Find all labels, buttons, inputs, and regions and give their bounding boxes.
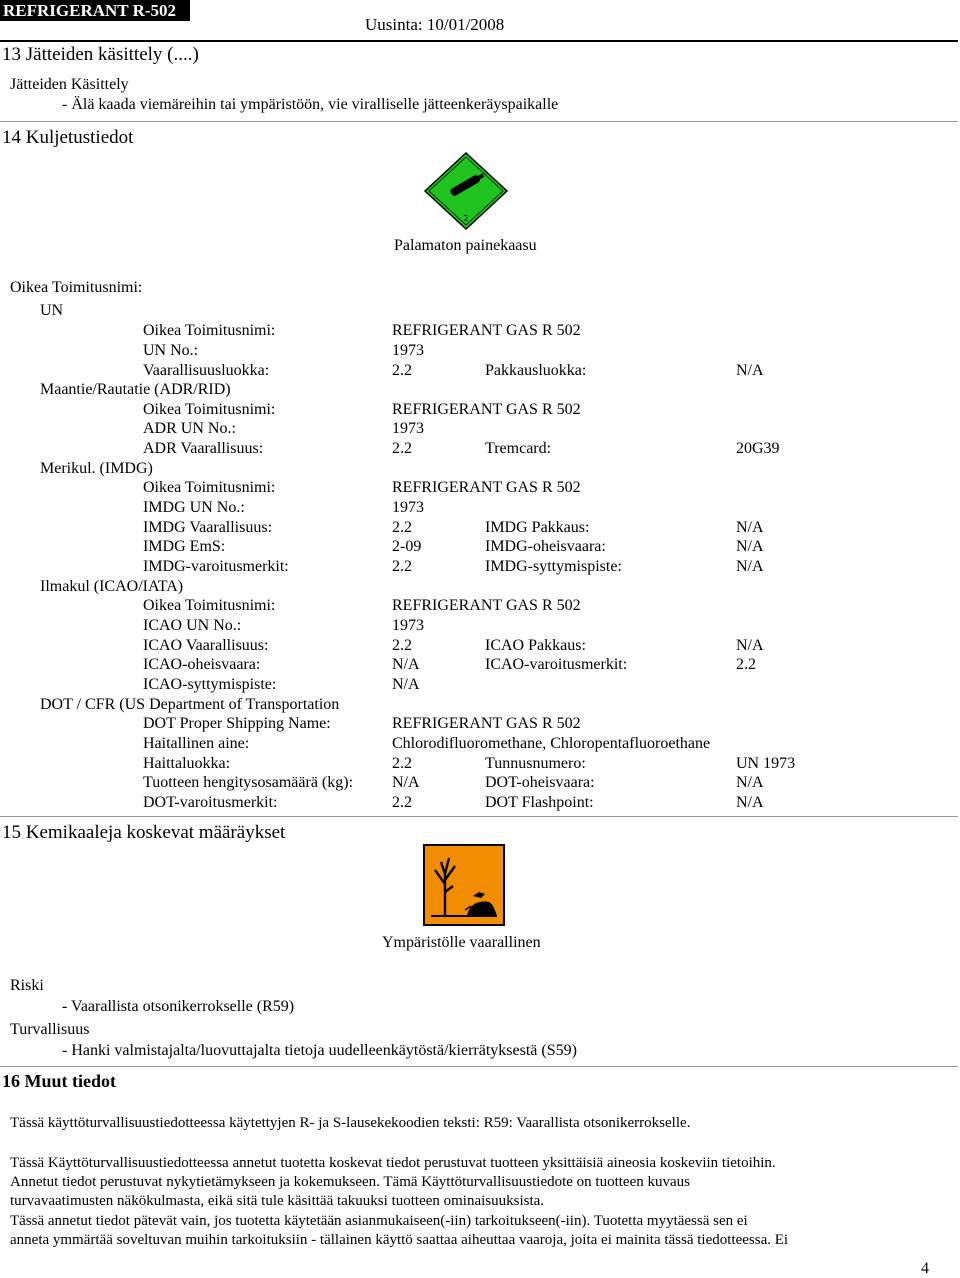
transport-icao-row-1-col-1: 1973 [392, 617, 424, 634]
transport-imdg-row-1-col-0: IMDG UN No.: [143, 499, 245, 516]
section-15-title: 15 Kemikaaleja koskevat määräykset [2, 822, 286, 843]
transport-adr-row-0-col-0: Oikea Toimitusnimi: [143, 401, 276, 418]
transport-imdg-row-1-col-1: 1973 [392, 499, 424, 516]
transport-imdg-row-0-col-0: Oikea Toimitusnimi: [143, 479, 276, 496]
section-divider [0, 816, 958, 817]
transport-un-row-2-col-3: N/A [736, 362, 764, 379]
transport-imdg-row-2-col-1: 2.2 [392, 519, 412, 536]
transport-dot-row-3-col-3: N/A [736, 774, 764, 791]
transport-imdg-row-3-col-3: N/A [736, 538, 764, 555]
section-13-item: - Älä kaada viemäreihin tai ympäristöön, vie viralliselle jätteenkeräyspaikalle [62, 96, 559, 113]
transport-dot-row-3-col-2: DOT-oheisvaara: [485, 774, 595, 791]
risk-label: Riski [10, 977, 44, 994]
transport-imdg-row-4-col-0: IMDG-varoitusmerkit: [143, 558, 289, 575]
transport-dot-row-0-col-1: REFRIGERANT GAS R 502 [392, 715, 581, 732]
transport-dot-row-2-col-3: UN 1973 [736, 755, 796, 772]
gas-pictogram-caption: Palamaton painekaasu [394, 237, 537, 254]
section-divider [0, 121, 958, 122]
transport-dot-row-4-col-2: DOT Flashpoint: [485, 794, 594, 811]
transport-icao-row-3-col-1: N/A [392, 656, 420, 673]
transport-dot-row-1-col-1: Chlorodifluoromethane, Chloropentafluoroethane [392, 735, 711, 752]
section-16-r-s-text: Tässä käyttöturvallisuustiedotteessa käytettyjen R- ja S-lausekekoodien teksti: R59: Vaarallista otsonikerrokselle. [10, 1115, 691, 1131]
transport-un-row-1-col-0: UN No.: [143, 342, 199, 359]
product-title: REFRIGERANT R-502 [3, 1, 177, 20]
transport-imdg-row-3-col-2: IMDG-oheisvaara: [485, 538, 606, 555]
transport-imdg-row-4-col-1: 2.2 [392, 558, 412, 575]
transport-un-row-2-col-1: 2.2 [392, 362, 412, 379]
environment-pictogram-caption: Ympäristölle vaarallinen [382, 934, 541, 951]
transport-adr-row-2-col-1: 2.2 [392, 440, 412, 457]
transport-icao-row-4-col-0: ICAO-syttymispiste: [143, 676, 277, 693]
transport-mode-heading-adr: Maantie/Rautatie (ADR/RID) [40, 381, 231, 398]
transport-imdg-row-2-col-2: IMDG Pakkaus: [485, 519, 590, 536]
svg-text:2: 2 [463, 214, 469, 223]
transport-icao-row-0-col-0: Oikea Toimitusnimi: [143, 597, 276, 614]
transport-dot-row-3-col-1: N/A [392, 774, 420, 791]
gas-cylinder-pictogram-icon [423, 152, 509, 230]
transport-imdg-row-4-col-2: IMDG-syttymispiste: [485, 558, 622, 575]
transport-un-row-2-col-0: Vaarallisuusluokka: [143, 362, 270, 379]
transport-icao-row-0-col-1: REFRIGERANT GAS R 502 [392, 597, 581, 614]
section-16-title: 16 Muut tiedot [2, 1071, 116, 1091]
disclaimer-line-2: Annetut tiedot perustuvat nykytietämykseen ja kokemukseen. Tämä Käyttöturvallisuustiedote on tuotteen kuvaus [10, 1174, 690, 1190]
transport-icao-row-2-col-2: ICAO Pakkaus: [485, 637, 586, 654]
safety-phrase: - Hanki valmistajalta/luovuttajalta tietoja uudelleenkäytöstä/kierrätyksestä (S59) [62, 1042, 577, 1059]
page-number: 4 [921, 1260, 929, 1277]
risk-phrase: - Vaarallista otsonikerrokselle (R59) [62, 998, 295, 1015]
transport-icao-row-3-col-3: 2.2 [736, 656, 756, 673]
transport-icao-row-2-col-1: 2.2 [392, 637, 412, 654]
transport-imdg-row-3-col-1: 2-09 [392, 538, 422, 555]
transport-icao-row-1-col-0: ICAO UN No.: [143, 617, 242, 634]
transport-un-row-2-col-2: Pakkausluokka: [485, 362, 587, 379]
header-rule [0, 40, 958, 42]
proper-shipping-name-label: Oikea Toimitusnimi: [10, 279, 143, 296]
transport-imdg-row-2-col-3: N/A [736, 519, 764, 536]
transport-dot-row-4-col-1: 2.2 [392, 794, 412, 811]
transport-un-row-0-col-1: REFRIGERANT GAS R 502 [392, 322, 581, 339]
transport-adr-row-2-col-3: 20G39 [736, 440, 780, 457]
transport-dot-row-0-col-0: DOT Proper Shipping Name: [143, 715, 331, 732]
transport-imdg-row-0-col-1: REFRIGERANT GAS R 502 [392, 479, 581, 496]
section-13-subtitle: Jätteiden Käsittely [10, 76, 129, 93]
transport-icao-row-3-col-2: ICAO-varoitusmerkit: [485, 656, 628, 673]
section-14-title: 14 Kuljetustiedot [2, 127, 134, 148]
transport-adr-row-0-col-1: REFRIGERANT GAS R 502 [392, 401, 581, 418]
transport-dot-row-1-col-0: Haitallinen aine: [143, 735, 250, 752]
transport-dot-row-3-col-0: Tuotteen hengitysosamäärä (kg): [143, 774, 354, 791]
disclaimer-line-5: anneta ymmärtää soveltuvan muihin tarkoituksiin - tällainen käyttö saattaa aiheuttaa vaaroja, joita ei mainita tässä tiedotteessa. Ei [10, 1232, 789, 1248]
transport-imdg-row-3-col-0: IMDG EmS: [143, 538, 226, 555]
transport-un-row-0-col-0: Oikea Toimitusnimi: [143, 322, 276, 339]
transport-dot-row-4-col-3: N/A [736, 794, 764, 811]
environmental-hazard-pictogram-icon [423, 844, 505, 926]
transport-imdg-row-2-col-0: IMDG Vaarallisuus: [143, 519, 273, 536]
transport-dot-row-2-col-2: Tunnusnumero: [485, 755, 586, 772]
transport-un-row-1-col-1: 1973 [392, 342, 424, 359]
transport-mode-heading-imdg: Merikul. (IMDG) [40, 460, 153, 477]
transport-adr-row-2-col-2: Tremcard: [485, 440, 552, 457]
transport-adr-row-1-col-0: ADR UN No.: [143, 420, 236, 437]
transport-dot-row-2-col-0: Haittaluokka: [143, 755, 231, 772]
section-divider [0, 1066, 958, 1067]
transport-dot-row-4-col-0: DOT-varoitusmerkit: [143, 794, 278, 811]
disclaimer-line-4: Tässä annetut tiedot pätevät vain, jos tuotetta käytetään asianmukaiseen(-iin) tarkoitukseen(-iin). Tuotetta myytäessä sen ei [10, 1213, 748, 1229]
transport-imdg-row-4-col-3: N/A [736, 558, 764, 575]
disclaimer-line-1: Tässä Käyttöturvallisuustiedotteessa annetut tuotetta koskevat tiedot perustuvat tuotteen yksittäisiä aineosia koskeviin tietoihin. [10, 1155, 776, 1171]
disclaimer-line-3: turvavaatimusten näkökulmasta, eikä sitä tule käsittää takuuksi tuotteen ominaisuuksista. [10, 1193, 545, 1209]
safety-label: Turvallisuus [10, 1021, 90, 1038]
transport-adr-row-2-col-0: ADR Vaarallisuus: [143, 440, 264, 457]
transport-icao-row-2-col-3: N/A [736, 637, 764, 654]
transport-adr-row-1-col-1: 1973 [392, 420, 424, 437]
transport-dot-row-2-col-1: 2.2 [392, 755, 412, 772]
transport-icao-row-3-col-0: ICAO-oheisvaara: [143, 656, 261, 673]
transport-icao-row-2-col-0: ICAO Vaarallisuus: [143, 637, 269, 654]
transport-mode-heading-un: UN [40, 302, 64, 319]
transport-icao-row-4-col-1: N/A [392, 676, 420, 693]
transport-mode-heading-icao: Ilmakul (ICAO/IATA) [40, 578, 184, 595]
section-13-title: 13 Jätteiden käsittely (....) [2, 44, 199, 65]
revision-date: Uusinta: 10/01/2008 [365, 15, 505, 34]
transport-mode-heading-dot: DOT / CFR (US Department of Transportation [40, 696, 340, 713]
